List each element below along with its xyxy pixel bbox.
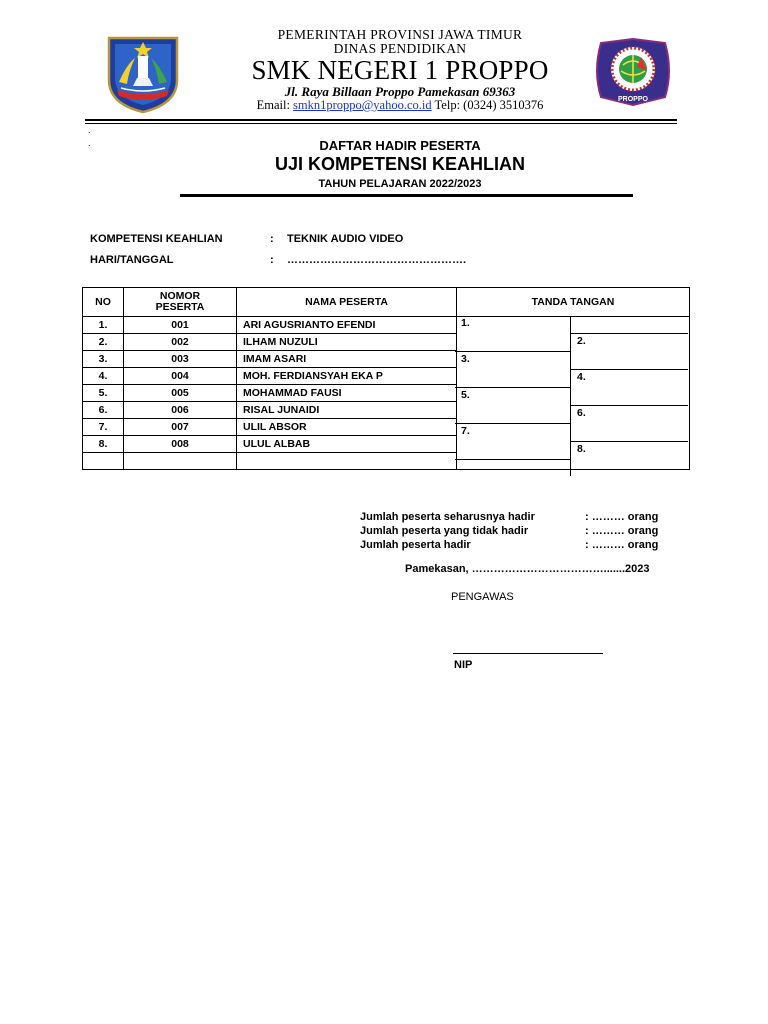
row-nomor: 001: [124, 317, 237, 334]
table-header-row: [83, 288, 690, 317]
col-nama-header: NAMA PESERTA: [237, 288, 457, 317]
empty-cell: [124, 453, 237, 470]
hari-label: HARI/TANGGAL: [90, 254, 174, 266]
signature-slot-top: [571, 316, 688, 334]
row-nama: ILHAM NUZULI: [237, 334, 457, 351]
header-rule-thick: [85, 119, 677, 121]
row-nomor: 002: [124, 334, 237, 351]
place-date: Pamekasan, ……………………………….......2023: [405, 563, 650, 575]
signature-number: 7.: [461, 425, 470, 437]
row-no: 2.: [83, 334, 124, 351]
row-no: 5.: [83, 385, 124, 402]
signature-slot-1[interactable]: [455, 316, 570, 352]
row-no: 1.: [83, 317, 124, 334]
email-label: Email:: [256, 98, 290, 112]
department-line: DINAS PENDIDIKAN: [333, 41, 467, 56]
right-logo-label: PROPPO: [618, 96, 648, 103]
row-nama: ARI AGUSRIANTO EFENDI: [237, 317, 457, 334]
signature-slot-3[interactable]: [455, 352, 570, 388]
signature-area: [455, 316, 688, 476]
title-rule: [180, 194, 633, 197]
signature-number: 1.: [461, 317, 470, 329]
row-nama: ULUL ALBAB: [237, 436, 457, 453]
school-contact: [150, 98, 650, 113]
signature-number: 5.: [461, 389, 470, 401]
row-nama: MOHAMMAD FAUSI: [237, 385, 457, 402]
stray-dot: .: [88, 138, 91, 148]
summary-present-label: Jumlah peserta hadir: [360, 539, 471, 551]
col-nomor-header: [124, 288, 237, 317]
signature-slot-4[interactable]: [571, 370, 688, 406]
col-nomor-header-line1: NOMOR: [159, 290, 201, 302]
row-nomor: 008: [124, 436, 237, 453]
doc-subtitle: UJI KOMPETENSI KEAHLIAN: [274, 154, 526, 174]
row-nomor: 004: [124, 368, 237, 385]
signature-slot-8[interactable]: [571, 442, 688, 476]
signature-number: 4.: [577, 371, 586, 383]
row-nama: MOH. FERDIANSYAH EKA P: [237, 368, 457, 385]
row-nomor: 006: [124, 402, 237, 419]
empty-cell: [237, 453, 457, 470]
summary-expected-value: : ……… orang: [585, 511, 659, 523]
row-nama: ULIL ABSOR: [237, 419, 457, 436]
signature-slot-5[interactable]: [455, 388, 570, 424]
header-rule-thin: [85, 123, 677, 124]
kompetensi-value: TEKNIK AUDIO VIDEO: [287, 233, 404, 245]
col-ttd-header: TANDA TANGAN: [457, 288, 690, 317]
kompetensi-label: KOMPETENSI KEAHLIAN: [90, 233, 223, 245]
signature-number: 2.: [577, 335, 586, 347]
row-nomor: 005: [124, 385, 237, 402]
row-no: 3.: [83, 351, 124, 368]
stray-dot: .: [88, 125, 91, 135]
row-nomor: 003: [124, 351, 237, 368]
doc-year: TAHUN PELAJARAN 2022/2023: [318, 178, 482, 190]
summary-absent-value: : ……… orang: [585, 525, 659, 537]
email-link[interactable]: smkn1proppo@yahoo.co.id: [293, 98, 432, 112]
row-nomor: 007: [124, 419, 237, 436]
summary-absent-label: Jumlah peserta yang tidak hadir: [360, 525, 529, 537]
summary-present-value: : ……… orang: [585, 539, 659, 551]
signature-slot-7[interactable]: [455, 424, 570, 460]
pengawas-label: PENGAWAS: [451, 591, 514, 603]
doc-title: DAFTAR HADIR PESERTA: [319, 138, 481, 153]
phone-text: Telp: (0324) 3510376: [434, 98, 544, 112]
signature-number: 6.: [577, 407, 586, 419]
col-no-header: NO: [83, 288, 124, 317]
row-no: 4.: [83, 368, 124, 385]
school-name: SMK NEGERI 1 PROPPO: [251, 55, 549, 85]
signature-number: 8.: [577, 443, 586, 455]
hari-colon: :: [270, 254, 274, 266]
kompetensi-colon: :: [270, 233, 274, 245]
government-line: PEMERINTAH PROVINSI JAWA TIMUR: [277, 27, 523, 42]
signature-slot-2[interactable]: [571, 334, 688, 370]
nip-label: NIP: [454, 659, 473, 671]
row-no: 7.: [83, 419, 124, 436]
row-nama: IMAM ASARI: [237, 351, 457, 368]
col-nomor-header-line2: PESERTA: [155, 301, 205, 313]
empty-cell: [83, 453, 124, 470]
signature-number: 3.: [461, 353, 470, 365]
school-address: Jl. Raya Billaan Proppo Pamekasan 69363: [284, 84, 516, 99]
signature-line: [453, 653, 603, 654]
hari-value: ………………………………………….: [287, 254, 467, 266]
row-nama: RISAL JUNAIDI: [237, 402, 457, 419]
row-no: 6.: [83, 402, 124, 419]
signature-slot-6[interactable]: [571, 406, 688, 442]
summary-expected-label: Jumlah peserta seharusnya hadir: [360, 511, 535, 523]
row-no: 8.: [83, 436, 124, 453]
